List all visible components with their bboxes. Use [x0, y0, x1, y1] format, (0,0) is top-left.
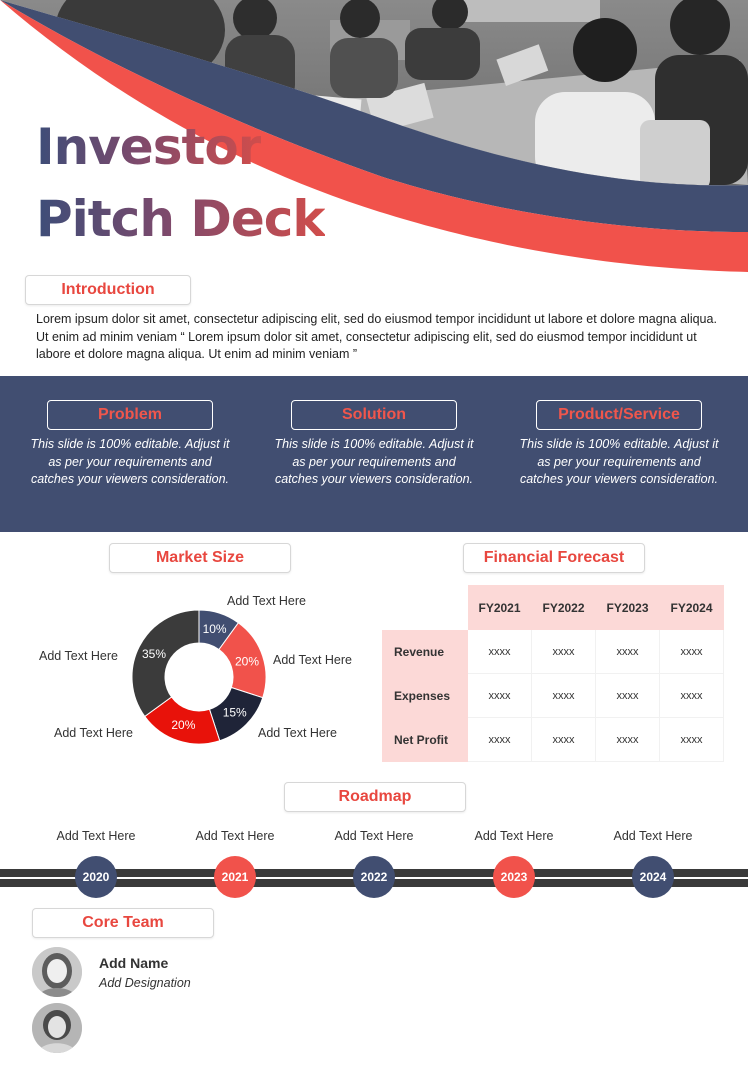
table-cell: xxxx [596, 630, 660, 674]
donut-slice-label: 15% [222, 705, 247, 720]
table-cell: xxxx [596, 674, 660, 718]
donut-callout-left: Add Text Here [39, 649, 118, 663]
milestone-node-2021: 2021 [214, 856, 256, 898]
milestone-text: Add Text Here [334, 829, 414, 843]
column-header: FY2021 [468, 586, 532, 630]
market-size-donut-chart [120, 598, 278, 756]
problem-solution-band [0, 376, 748, 532]
donut-slice-label: 10% [202, 621, 227, 636]
financial-forecast-heading: Financial Forecast [463, 543, 645, 573]
table-corner [383, 586, 468, 630]
milestone-node-2022: 2022 [353, 856, 395, 898]
financial-forecast-table [382, 585, 724, 762]
member-designation: Add Designation [99, 976, 191, 990]
core-team-heading: Core Team [32, 908, 214, 938]
table-row [383, 630, 724, 674]
column-header: FY2023 [596, 586, 660, 630]
milestone-text: Add Text Here [195, 829, 275, 843]
donut-callout-top: Add Text Here [227, 594, 306, 608]
table-cell: xxxx [468, 718, 532, 762]
row-header: Expenses [383, 674, 468, 718]
product-service-text: This slide is 100% editable. Adjust it as per your requirements and catches your viewers consideration. [519, 437, 719, 486]
row-header: Revenue [383, 630, 468, 674]
title-line-2: Pitch Deck [36, 190, 325, 248]
table-cell: xxxx [468, 630, 532, 674]
solution-heading: Solution [291, 400, 457, 430]
table-cell: xxxx [660, 630, 724, 674]
avatar [32, 947, 82, 997]
introduction-text: Lorem ipsum dolor sit amet, consectetur adipiscing elit, sed do eiusmod tempor incididunt ut labore et dolore magna aliqua. Ut enim ad minim veniam “ Lorem ipsum dolor sit amet, consectetur adipiscing elit, sed do eiusmod tempor incididunt ut labore et dolore magna aliqua. Ut enim ad minim veniam ” [36, 312, 717, 361]
avatar [32, 1003, 82, 1053]
table-row [383, 718, 724, 762]
row-header: Net Profit [383, 718, 468, 762]
column-header: FY2024 [660, 586, 724, 630]
member-name: Add Name [99, 955, 169, 971]
donut-slice-label: 20% [235, 654, 260, 669]
milestone-node-2023: 2023 [493, 856, 535, 898]
donut-slice-label: 20% [171, 718, 196, 733]
donut-callout-right: Add Text Here [273, 653, 352, 667]
product-service-column [519, 400, 719, 489]
problem-heading: Problem [47, 400, 213, 430]
title-line-1: Investor [36, 118, 262, 176]
milestone-node-2020: 2020 [75, 856, 117, 898]
problem-column [30, 400, 230, 489]
table-row [383, 674, 724, 718]
donut-callout-bottom-right: Add Text Here [258, 726, 337, 740]
table-header-row [383, 586, 724, 630]
donut-callout-bottom-left: Add Text Here [54, 726, 133, 740]
donut-slice [132, 610, 199, 716]
table-cell: xxxx [660, 718, 724, 762]
problem-text: This slide is 100% editable. Adjust it as per your requirements and catches your viewers consideration. [30, 437, 230, 486]
solution-column [274, 400, 474, 489]
milestone-text: Add Text Here [613, 829, 693, 843]
column-header: FY2022 [532, 586, 596, 630]
milestone-text: Add Text Here [56, 829, 136, 843]
table-cell: xxxx [532, 630, 596, 674]
milestone-node-2024: 2024 [632, 856, 674, 898]
table-cell: xxxx [468, 674, 532, 718]
donut-slice-label: 35% [141, 647, 167, 662]
product-service-heading: Product/Service [536, 400, 702, 430]
roadmap-heading: Roadmap [284, 782, 466, 812]
market-size-heading: Market Size [109, 543, 291, 573]
milestone-text: Add Text Here [474, 829, 554, 843]
table-cell: xxxx [596, 718, 660, 762]
table-cell: xxxx [532, 674, 596, 718]
solution-text: This slide is 100% editable. Adjust it as per your requirements and catches your viewers consideration. [274, 437, 474, 486]
introduction-heading: Introduction [25, 275, 191, 305]
hero-banner [0, 0, 748, 275]
table-cell: xxxx [660, 674, 724, 718]
table-cell: xxxx [532, 718, 596, 762]
